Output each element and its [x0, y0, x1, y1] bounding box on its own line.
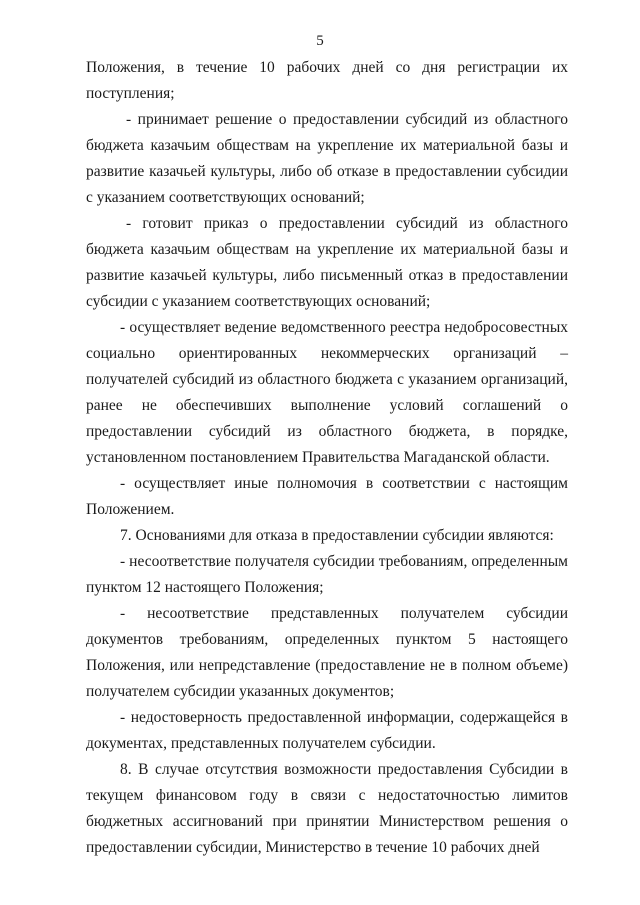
paragraph-list-item: - принимает решение о предоставлении субсидий из областного бюджета казачьим обществам на укрепление их материальной базы и развитие казачьей культуры, либо об отказе в предоставлении субсидии с указанием соответствующих оснований; [86, 111, 568, 206]
page-number: 5 [316, 33, 324, 49]
paragraph-list-item: - осуществляет иные полномочия в соответствии с настоящим Положением. [86, 475, 568, 518]
paragraph-section-8: 8. В случае отсутствия возможности предоставления Субсидии в текущем финансовом году в связи с недостаточностью лимитов бюджетных ассигнований при принятии Министерством решения о предоставлении субсидии, Министерство в течение 10 рабочих дней [86, 761, 568, 856]
paragraph-section-7: 7. Основаниями для отказа в предоставлении субсидии являются: [120, 527, 554, 544]
paragraph-list-item: - несоответствие получателя субсидии требованиям, определенным пунктом 12 настоящего Положения; [86, 553, 568, 596]
paragraph-list-item: - осуществляет ведение ведомственного реестра недобросовестных социально ориентированных некоммерческих организаций – получателей субсидий из областного бюджета с указанием организаций, ранее не обеспечивших выполнение условий соглашений о предоставлении субсидий из областного бюджета, в порядке, установленном постановлением Правительства Магаданской области. [86, 319, 568, 466]
paragraph-list-item: - несоответствие представленных получателем субсидии документов требованиям, определенных пунктом 5 настоящего Положения, или непредставление (предоставление не в полном объеме) получателем субсидии указанных документов; [86, 605, 568, 700]
document-body [86, 55, 568, 861]
paragraph-continuation: Положения, в течение 10 рабочих дней со дня регистрации их поступления; [86, 59, 568, 102]
paragraph-list-item: - готовит приказ о предоставлении субсидий из областного бюджета казачьим обществам на укрепление их материальной базы и развитие казачьей культуры, либо письменный отказ в предоставлении субсидии с указанием соответствующих оснований; [86, 215, 568, 310]
paragraph-list-item: - недостоверность предоставленной информации, содержащейся в документах, представленных получателем субсидии. [86, 709, 568, 752]
